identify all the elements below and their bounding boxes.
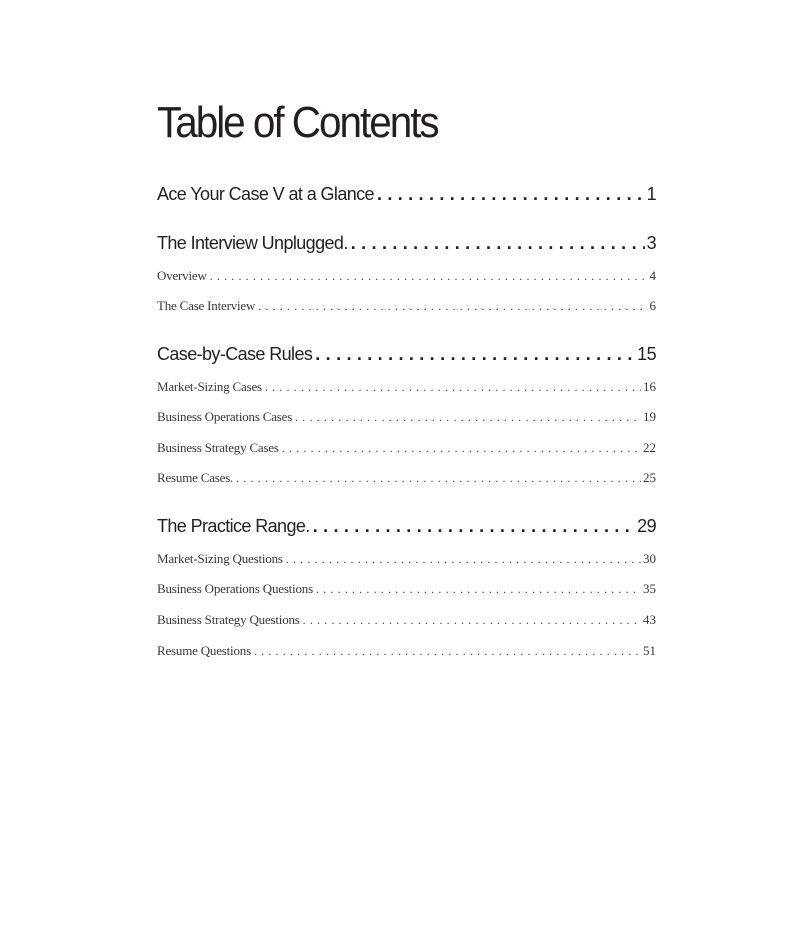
chapter-title: Ace Your Case V at a Glance	[157, 184, 374, 204]
chapter-page-number: 29	[637, 516, 656, 536]
dot-leader	[374, 181, 645, 207]
section-title: Market-Sizing Questions	[157, 551, 283, 566]
section-title: Overview	[157, 268, 207, 283]
toc-section-entry[interactable]	[157, 641, 656, 661]
toc-section-entry[interactable]	[157, 438, 656, 458]
toc-section-entry[interactable]	[157, 468, 656, 488]
toc-chapter-entry[interactable]	[157, 181, 656, 207]
toc-section-entry[interactable]	[157, 579, 656, 599]
dot-leader	[255, 296, 647, 316]
toc-section-entry[interactable]	[157, 549, 656, 569]
dot-leader	[312, 341, 635, 367]
section-page-number: 30	[643, 551, 656, 566]
section-title: The Case Interview	[157, 298, 256, 313]
section-page-number: 35	[643, 581, 656, 596]
section-title: Market-Sizing Cases	[157, 379, 262, 394]
section-page-number: 4	[649, 268, 656, 283]
section-page-number: 16	[643, 379, 656, 394]
dot-leader	[300, 610, 641, 630]
toc-chapter-entry[interactable]	[157, 341, 656, 367]
section-page-number: 6	[649, 298, 656, 313]
section-title: Business Strategy Cases	[157, 440, 279, 455]
section-title: Business Operations Questions	[157, 581, 313, 596]
dot-leader	[279, 438, 641, 458]
section-page-number: 51	[643, 643, 656, 658]
toc-section-entry[interactable]	[157, 610, 656, 630]
chapter-page-number: 15	[637, 344, 656, 364]
toc-section-entry[interactable]	[157, 296, 656, 316]
toc-chapter-entry[interactable]	[157, 230, 656, 256]
chapter-page-number: 3	[646, 233, 656, 253]
section-page-number: 25	[643, 470, 656, 485]
dot-leader	[233, 468, 641, 488]
section-title: Resume Questions	[157, 643, 251, 658]
section-page-number: 19	[643, 409, 656, 424]
section-page-number: 43	[643, 612, 656, 627]
toc-section-entry[interactable]	[157, 407, 656, 427]
toc-section-entry[interactable]	[157, 266, 656, 286]
dot-leader	[348, 230, 645, 256]
section-title: Business Strategy Questions	[157, 612, 300, 627]
section-title: Resume Cases.	[157, 470, 234, 485]
chapter-title: Case-by-Case Rules	[157, 344, 313, 364]
chapter-title: The Interview Unplugged.	[157, 233, 348, 253]
dot-leader	[313, 579, 641, 599]
chapter-page-number: 1	[646, 184, 656, 204]
toc-section-entry[interactable]	[157, 377, 656, 397]
dot-leader	[251, 641, 641, 661]
dot-leader	[207, 266, 648, 286]
chapter-title: The Practice Range.	[157, 516, 310, 536]
section-title: Business Operations Cases	[157, 409, 293, 424]
toc-chapter-entry[interactable]	[157, 513, 656, 539]
dot-leader	[292, 407, 641, 427]
page-title: Table of Contents	[157, 98, 438, 147]
dot-leader	[310, 513, 635, 539]
dot-leader	[262, 377, 641, 397]
section-page-number: 22	[643, 440, 656, 455]
dot-leader	[283, 549, 641, 569]
